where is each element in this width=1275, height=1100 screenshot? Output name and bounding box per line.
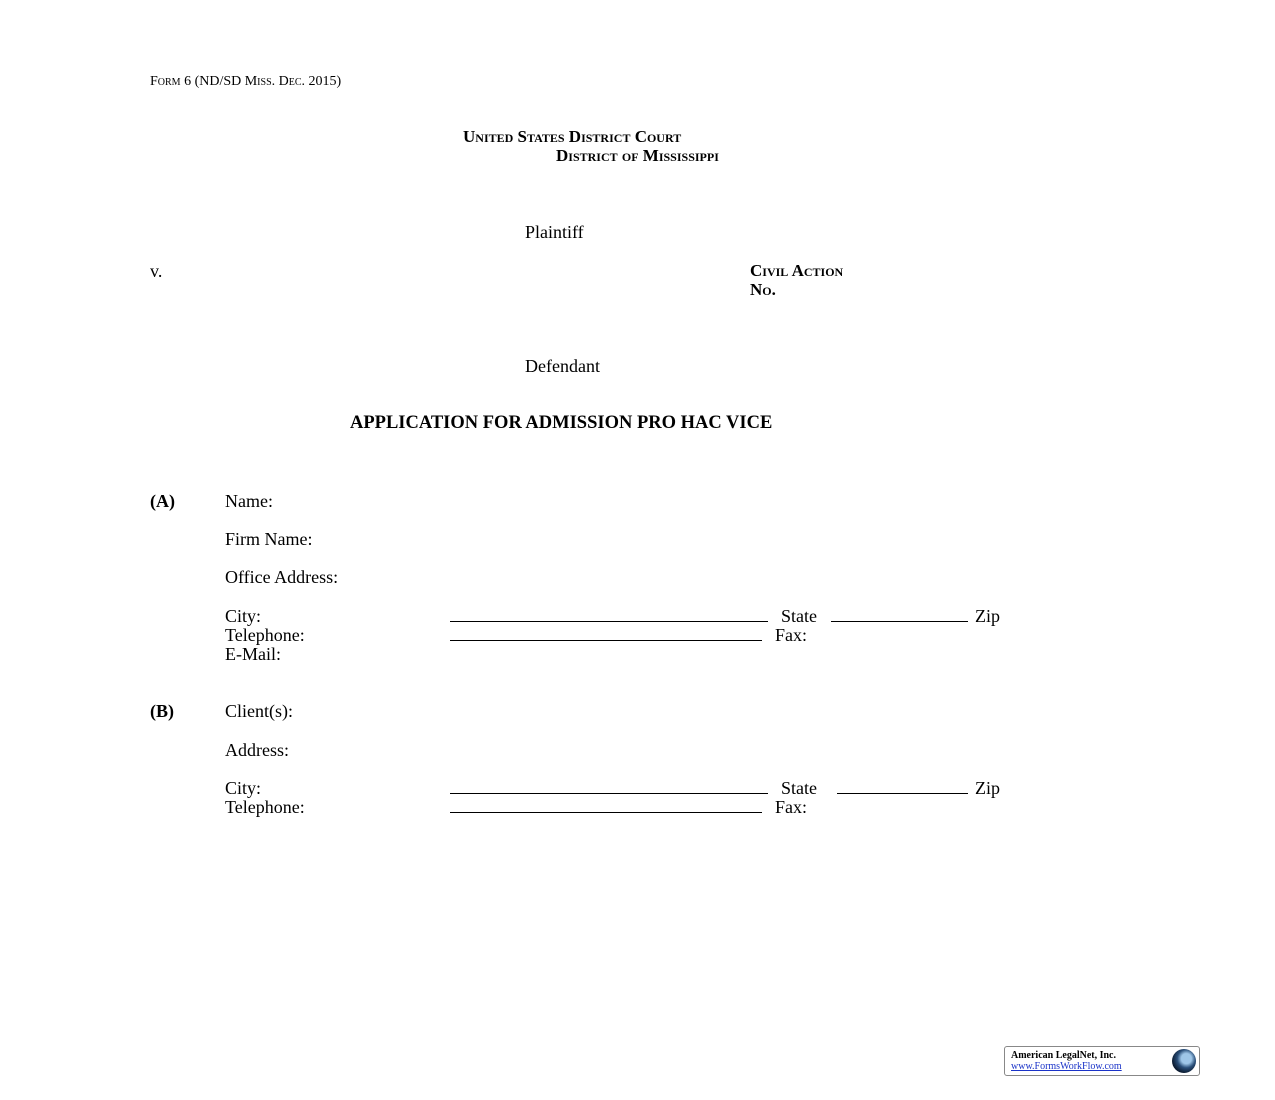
telephone-label-b: Telephone: — [225, 797, 305, 817]
client-address-label: Address: — [225, 740, 289, 760]
email-label: E-Mail: — [225, 644, 281, 664]
city-field-b[interactable] — [450, 793, 768, 794]
state-field-a[interactable] — [831, 621, 968, 622]
court-name: United States District Court — [463, 127, 682, 146]
document-title: APPLICATION FOR ADMISSION PRO HAC VICE — [350, 413, 773, 433]
zip-label-b: Zip — [975, 778, 1000, 798]
section-b-marker: (B) — [150, 701, 174, 721]
clients-label: Client(s): — [225, 701, 293, 721]
versus-label: v. — [150, 261, 163, 281]
city-label-a: City: — [225, 606, 262, 626]
fax-label-a: Fax: — [775, 625, 808, 645]
state-label-b: State — [781, 778, 817, 798]
city-field-a[interactable] — [450, 621, 768, 622]
globe-icon — [1172, 1049, 1196, 1073]
section-a-marker: (A) — [150, 491, 175, 511]
city-label-b: City: — [225, 778, 262, 798]
logo-url-link[interactable]: www.FormsWorkFlow.com — [1011, 1061, 1122, 1072]
telephone-field-a[interactable] — [450, 640, 762, 641]
civil-action-label: Civil Action — [750, 261, 844, 280]
court-district: District of Mississippi — [556, 146, 719, 165]
plaintiff-label: Plaintiff — [525, 222, 584, 242]
logo-company: American LegalNet, Inc. — [1011, 1050, 1116, 1061]
office-address-label: Office Address: — [225, 567, 339, 587]
state-label-a: State — [781, 606, 817, 626]
footer-logo — [1004, 1046, 1200, 1076]
state-field-b[interactable] — [837, 793, 968, 794]
form-id: Form 6 (ND/SD Miss. Dec. 2015) — [150, 74, 342, 89]
telephone-field-b[interactable] — [450, 812, 762, 813]
zip-label-a: Zip — [975, 606, 1000, 626]
telephone-label-a: Telephone: — [225, 625, 305, 645]
defendant-label: Defendant — [525, 356, 600, 376]
case-number-label: No. — [750, 280, 776, 299]
fax-label-b: Fax: — [775, 797, 808, 817]
firm-name-label: Firm Name: — [225, 529, 313, 549]
name-label: Name: — [225, 491, 273, 511]
